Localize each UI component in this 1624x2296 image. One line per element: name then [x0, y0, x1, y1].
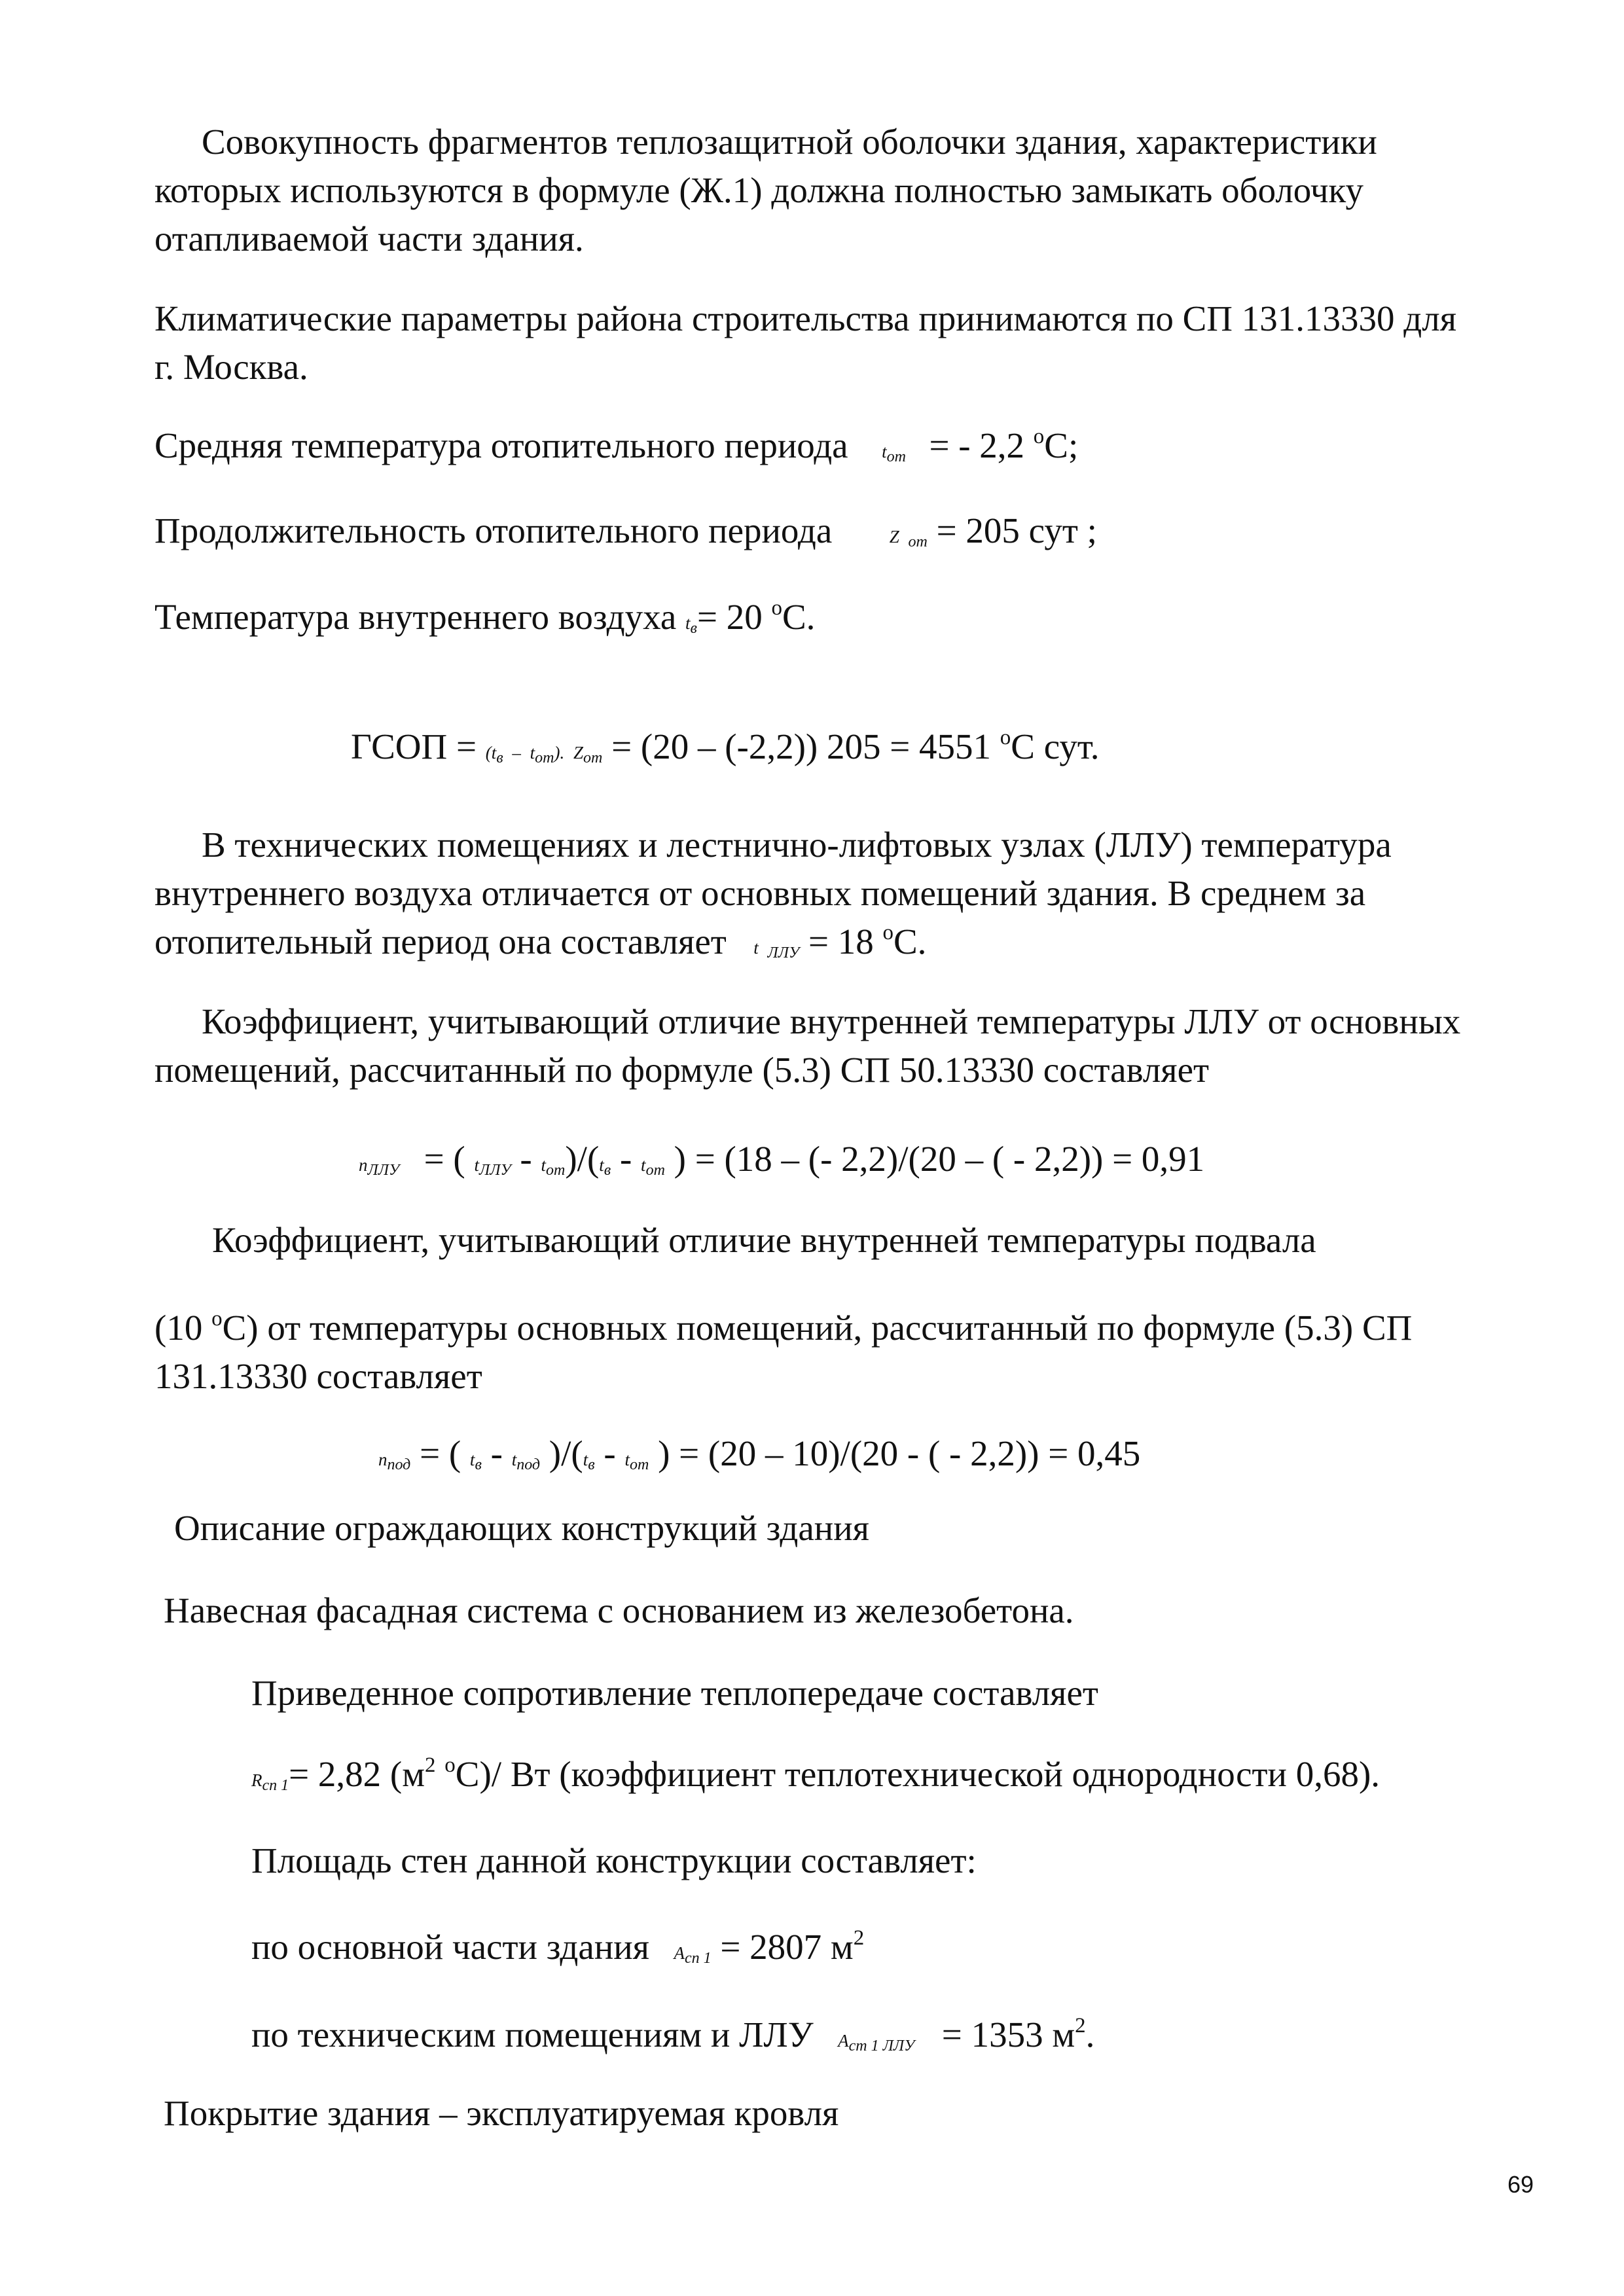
coef-basement-formula	[378, 1429, 1140, 1489]
degree-superscript: о	[1033, 425, 1045, 448]
formula-symbol: n	[378, 1450, 388, 1469]
formula-symbol: t	[469, 1450, 475, 1469]
formula-subscript: от	[886, 448, 906, 465]
paragraph-line: Площадь стен данной конструкции составляет:	[251, 1840, 977, 1880]
paragraph-line: которых используются в формуле (Ж.1) должна полностью замыкать оболочку	[154, 170, 1363, 210]
formula-symbol: t	[541, 1155, 547, 1175]
paragraph-text: (10	[154, 1308, 212, 1348]
paragraph-line: внутреннего воздуха отличается от основных помещений здания. В среднем за	[154, 873, 1366, 913]
resistance-formula	[251, 1750, 1380, 1810]
gsop-formula	[351, 723, 1100, 782]
formula-subscript: от	[535, 749, 554, 766]
paragraph-line: Покрытие здания – эксплуатируемая кровля	[164, 2093, 839, 2133]
paragraph-line: отапливаемой части здания.	[154, 219, 584, 259]
section-title: Описание ограждающих конструкций здания	[174, 1508, 869, 1548]
formula-symbol: Z	[573, 743, 584, 762]
formula-bracket: ).	[554, 743, 565, 762]
formula-subscript: ЛЛУ	[367, 1162, 400, 1179]
degree-superscript: о	[882, 921, 893, 944]
param-label: Температура внутреннего воздуха	[154, 597, 677, 637]
formula-subscript: в	[588, 1456, 595, 1473]
formula-spacer	[436, 1754, 445, 1794]
param-value: = 18	[808, 922, 883, 961]
formula-operator: -	[604, 1433, 616, 1473]
formula-symbol: t	[511, 1450, 517, 1469]
paragraph-line: Коэффициент, учитывающий отличие внутренней температуры подвала	[212, 1220, 1316, 1260]
formula-subscript: от	[583, 749, 603, 766]
formula-subscript: в	[690, 620, 697, 637]
area-tail: .	[1085, 2015, 1095, 2054]
formula-symbol: t	[685, 613, 691, 633]
paragraph-line: г. Москва.	[154, 347, 308, 387]
formula-symbol: t	[491, 743, 497, 762]
param-z-duration	[154, 507, 1097, 566]
formula-subscript: ст 1 ЛЛУ	[848, 2037, 915, 2054]
param-label: Средняя температура отопительного периода	[154, 425, 848, 465]
formula-subscript: сп 1	[684, 1950, 712, 1967]
formula-subscript: под	[387, 1456, 411, 1473]
formula-operator: -	[520, 1139, 532, 1179]
area-label: по техническим помещениям и ЛЛУ	[251, 2015, 814, 2054]
formula-operator: = (	[424, 1139, 465, 1179]
paragraph-line-basement	[154, 1304, 1412, 1352]
degree-superscript: о	[444, 1753, 456, 1777]
formula-subscript: ЛЛУ	[479, 1162, 511, 1179]
formula-result: С)/ Вт (коэффициент теплотехнической однородности 0,68).	[455, 1754, 1380, 1794]
formula-symbol: A	[838, 2031, 849, 2051]
formula-symbol: A	[674, 1943, 685, 1963]
param-unit: С.	[782, 597, 816, 637]
degree-superscript: о	[1000, 726, 1011, 749]
formula-symbol: t	[753, 938, 759, 958]
formula-symbol: t	[641, 1155, 646, 1175]
formula-symbol: t	[583, 1450, 588, 1469]
param-unit: С;	[1044, 425, 1079, 465]
squared-superscript: 2	[853, 1926, 865, 1950]
paragraph-line: Приведенное сопротивление теплопередаче составляет	[251, 1673, 1098, 1713]
formula-subscript: в	[604, 1162, 611, 1179]
param-value: = 205 сут ;	[936, 511, 1097, 550]
area-value: = 1353 м	[941, 2015, 1075, 2054]
squared-superscript: 2	[1075, 2014, 1086, 2037]
formula-result: = 2,82 (м	[289, 1754, 425, 1794]
squared-superscript: 2	[425, 1753, 436, 1777]
formula-subscript: от	[645, 1162, 665, 1179]
formula-result: ) = (20 – 10)/(20 - ( - 2,2)) = 0,45	[658, 1433, 1141, 1473]
param-t-inner	[154, 593, 815, 653]
area-main	[251, 1923, 864, 1982]
formula-operator: = (	[420, 1433, 461, 1473]
formula-symbol: R	[251, 1770, 262, 1790]
param-value: = 20	[696, 597, 772, 637]
page-number: 69	[1507, 2171, 1534, 2198]
formula-subscript: в	[496, 749, 503, 766]
param-value: = - 2,2	[929, 425, 1034, 465]
formula-unit: С сут.	[1011, 726, 1100, 766]
paragraph-line: помещений, рассчитанный по формуле (5.3) СП 50.13330 составляет	[154, 1050, 1210, 1090]
formula-symbol: t	[530, 743, 535, 762]
paragraph-line: 131.13330 составляет	[154, 1356, 482, 1396]
formula-symbol: t	[624, 1450, 630, 1469]
area-label: по основной части здания	[251, 1927, 649, 1967]
paragraph-text: отопительный период она составляет	[154, 922, 727, 961]
formula-subscript: от	[629, 1456, 649, 1473]
formula-symbol: Z	[889, 527, 899, 547]
param-label: Продолжительность отопительного периода	[154, 511, 833, 550]
degree-superscript: о	[771, 596, 782, 620]
formula-subscript: ЛЛУ	[767, 944, 800, 961]
paragraph-text: С) от температуры основных помещений, рассчитанный по формуле (5.3) СП	[222, 1308, 1413, 1348]
formula-subscript: от	[546, 1162, 566, 1179]
formula-subscript: сп 1	[262, 1777, 289, 1794]
paragraph-line: В технических помещениях и лестнично-лифтовых узлах (ЛЛУ) температура	[202, 825, 1392, 865]
formula-subscript: от	[908, 533, 928, 550]
formula-bracket: (	[485, 743, 492, 762]
formula-operator: -	[619, 1139, 632, 1179]
paragraph-line-llu	[154, 918, 926, 977]
formula-symbol: t	[474, 1155, 480, 1175]
area-tech	[251, 2011, 1094, 2070]
formula-symbol: t	[882, 442, 887, 461]
formula-symbol: n	[359, 1155, 368, 1175]
formula-symbol: t	[599, 1155, 604, 1175]
formula-operator: )/(	[565, 1139, 600, 1179]
paragraph-line: Климатические параметры района строительства принимаются по СП 131.13330 для	[154, 298, 1456, 338]
degree-superscript: о	[211, 1307, 223, 1331]
paragraph-line: Навесная фасадная система с основанием из железобетона.	[164, 1590, 1074, 1630]
formula-operator: –	[512, 743, 521, 762]
param-t-avg	[154, 422, 1078, 481]
paragraph-line: Коэффициент, учитывающий отличие внутренней температуры ЛЛУ от основных	[202, 1001, 1461, 1041]
coef-llu-formula	[359, 1135, 1204, 1194]
formula-operator: )/(	[549, 1433, 583, 1473]
area-value: = 2807 м	[720, 1927, 854, 1967]
formula-prefix: ГСОП =	[351, 726, 477, 766]
formula-result: = (20 – (-2,2)) 205 = 4551	[611, 726, 1000, 766]
formula-subscript: в	[475, 1456, 482, 1473]
param-unit: С.	[893, 922, 927, 961]
paragraph-line: Совокупность фрагментов теплозащитной оболочки здания, характеристики	[202, 122, 1377, 162]
formula-operator: -	[490, 1433, 503, 1473]
formula-subscript: под	[516, 1456, 541, 1473]
formula-result: ) = (18 – (- 2,2)/(20 – ( - 2,2)) = 0,91	[674, 1139, 1205, 1179]
